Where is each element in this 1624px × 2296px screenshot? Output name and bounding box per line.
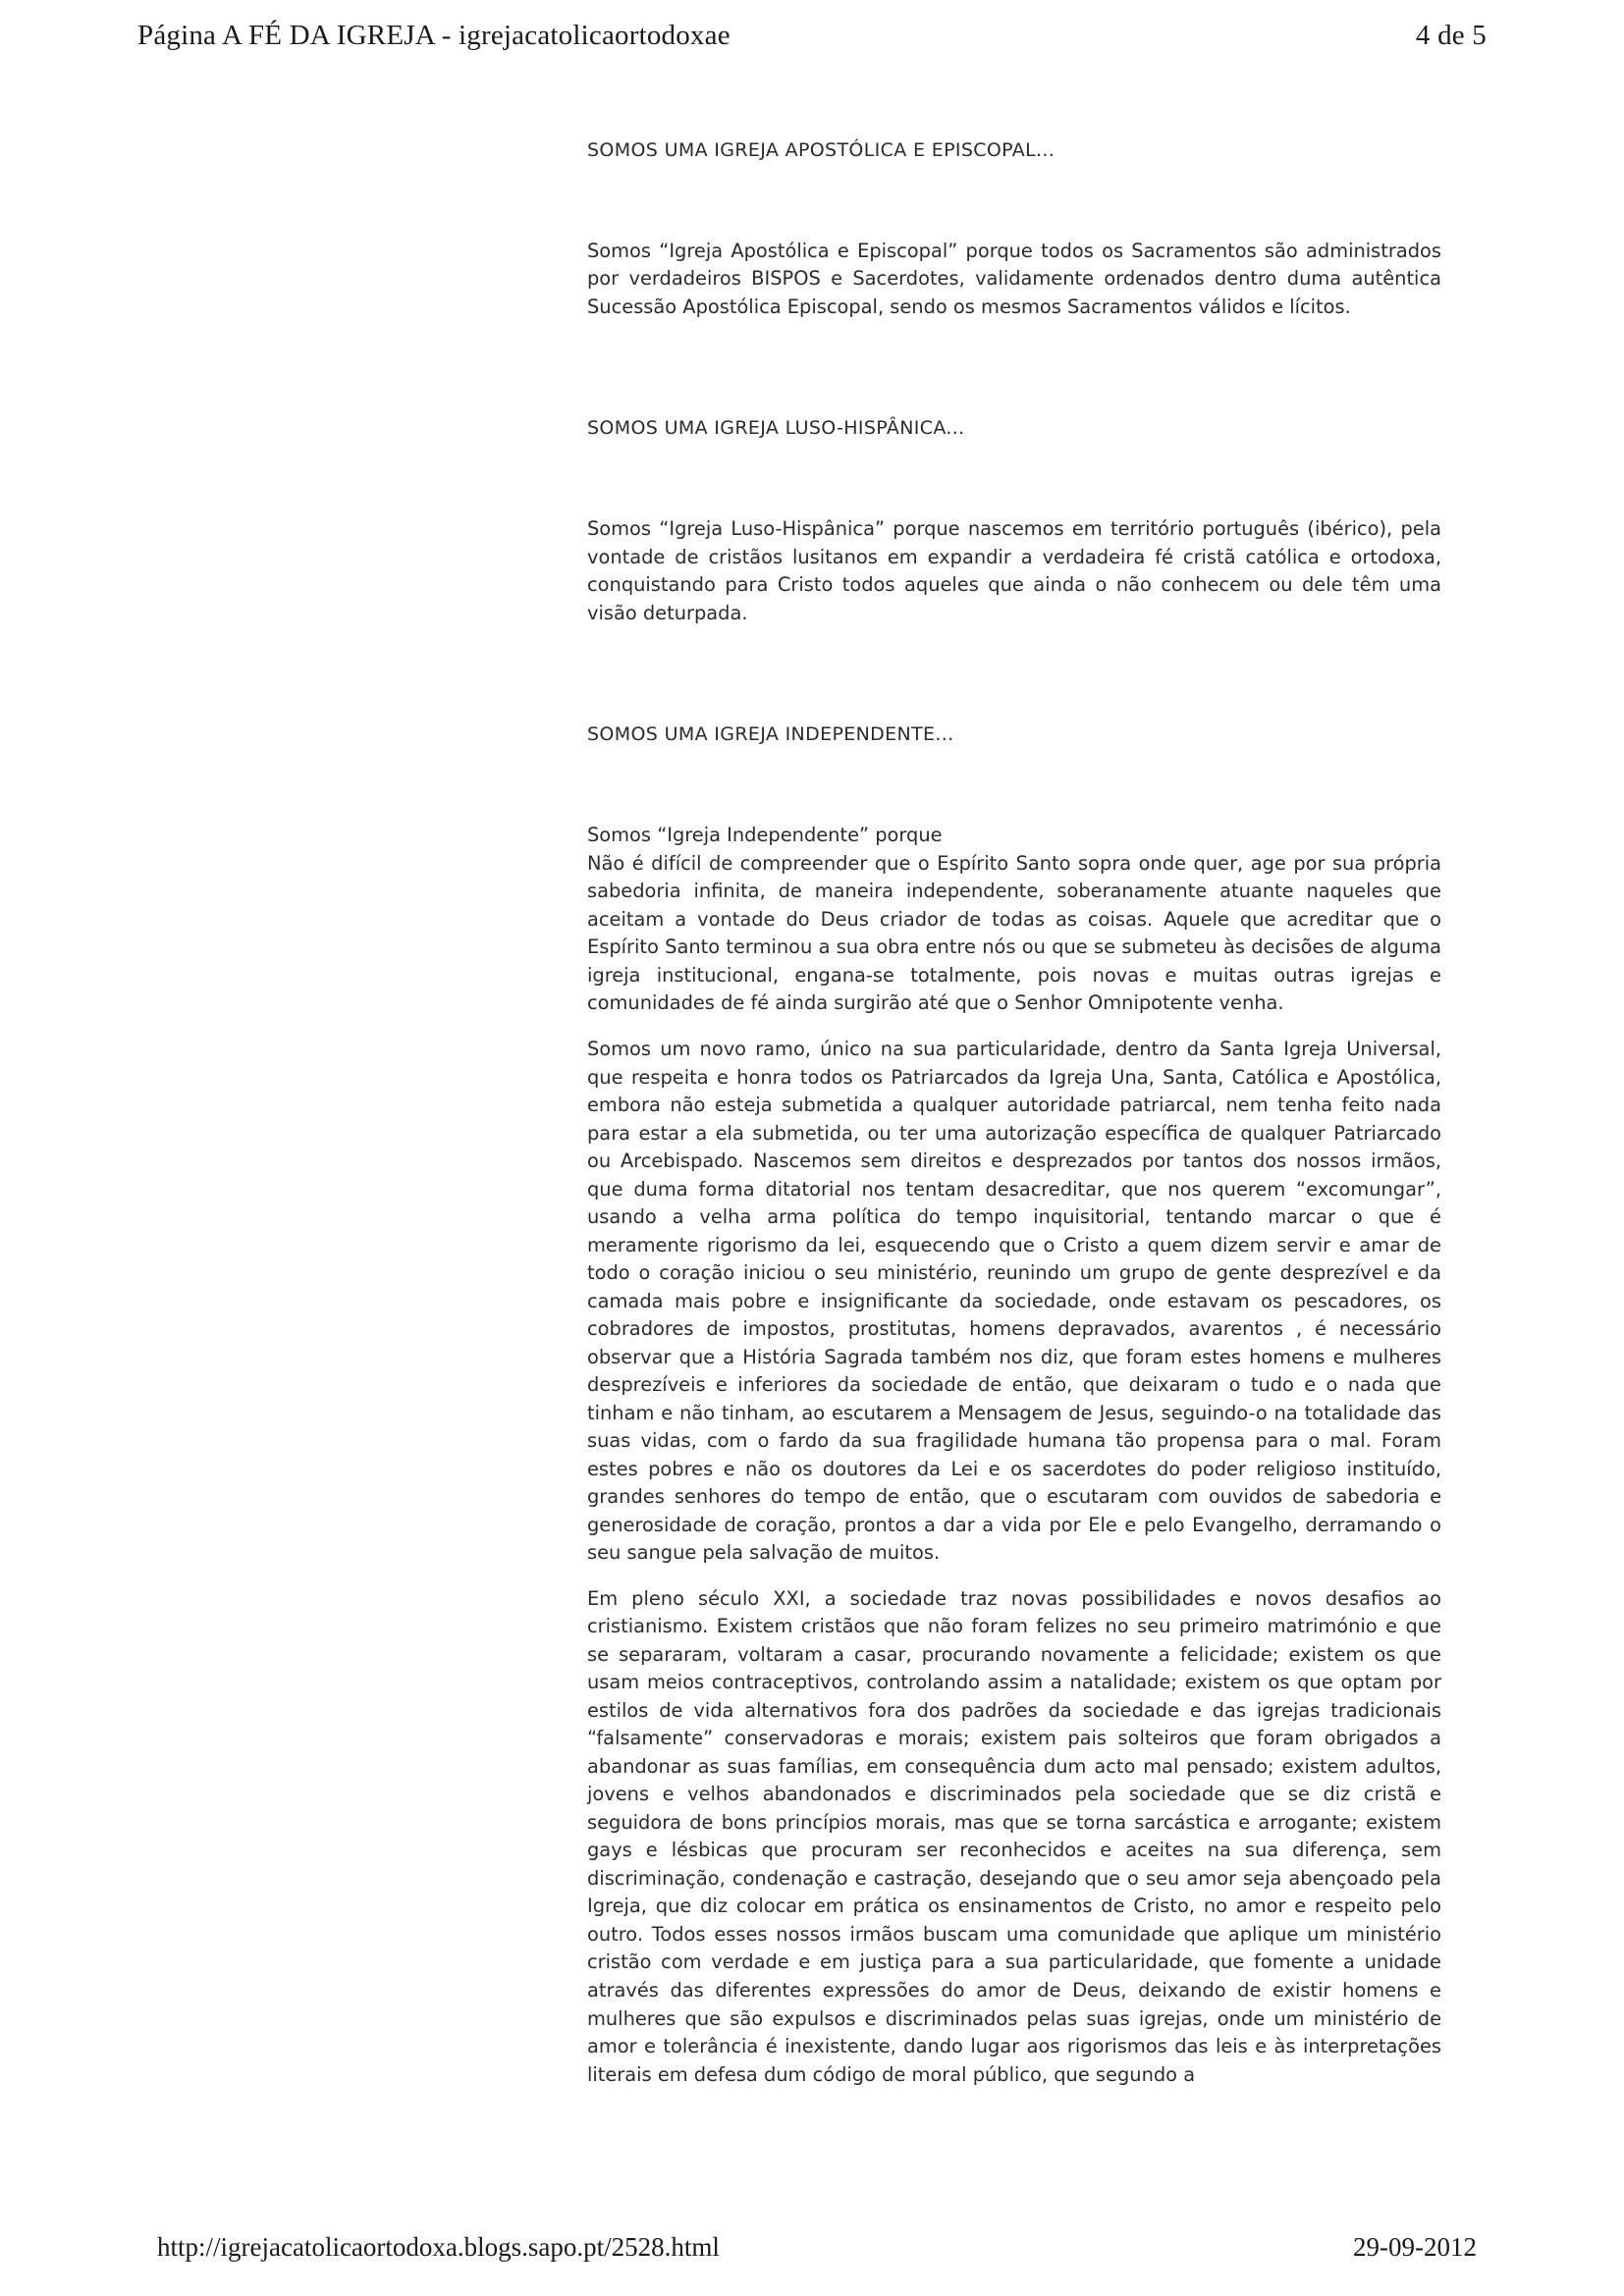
paragraph-independente-1: Não é difícil de compreender que o Espírito Santo sopra onde quer, age por sua própria sabedoria infinita, de maneira independente, soberanamente atuante naqueles que aceitam a vontade do Deus criador de todas as coisas. Aquele que acreditar que o Espírito Santo terminou a sua obra entre nós ou que se submeteu às decisões de alguma igreja institucional, engana-se totalmente, pois novas e muitas outras igrejas e comunidades de fé ainda surgirão até que o Senhor Omnipotente venha.	[587, 851, 1441, 1015]
document-body	[587, 137, 1441, 2089]
paragraph-independente-3: Em pleno século XXI, a sociedade traz novas possibilidades e novos desafios ao cristianismo. Existem cristãos que não foram felizes no seu primeiro matrimónio e que se separaram, voltaram a casar, procurando novamente a felicidade; existem os que usam meios contraceptivos, controlando assim a natalidade; existem os que optam por estilos de vida alternativos fora dos padrões da sociedade e das igrejas tradicionais “falsamente” conservadoras e morais; existem pais solteiros que foram obrigados a abandonar as suas famílias, em consequência dum acto mal pensado; existem adultos, jovens e velhos abandonados e discriminados pela sociedade que se diz cristã e seguidora de bons princípios morais, mas que se torna sarcástica e arrogante; existem gays e lésbicas que procuram ser reconhecidos e aceites na sua diferença, sem discriminação, condenação e castração, desejando que o seu amor seja abençoado pela Igreja, que diz colocar em prática os ensinamentos de Cristo, no amor e respeito pelo outro. Todos esses nossos irmãos buscam uma comunidade que aplique um ministério cristão com verdade e em justiça para a sua particularidade, que fomente a unidade através das diferentes expressões do amor de Deus, deixando de existir homens e mulheres que são expulsos e discriminados pelas suas igrejas, onde um ministério de amor e tolerância é inexistente, dando lugar aos rigorismos das leis e às interpretações literais em defesa dum código de moral público, que segundo a	[587, 1586, 1441, 2086]
document-title-header: Página A FÉ DA IGREJA - igrejacatolicaortodoxae	[137, 19, 731, 51]
page-footer	[0, 2232, 1624, 2263]
paragraph-independente-intro: Somos “Igreja Independente” porque	[587, 824, 943, 847]
section-heading-independente: SOMOS UMA IGREJA INDEPENDENTE...	[587, 723, 954, 746]
source-url[interactable]: http://igrejacatolicaortodoxa.blogs.sapo.pt/2528.html	[157, 2232, 720, 2262]
section-heading-apostolica-episcopal: SOMOS UMA IGREJA APOSTÓLICA E EPISCOPAL...	[587, 139, 1056, 161]
paragraph-luso-hispanica: Somos “Igreja Luso-Hispânica” porque nascemos em território português (ibérico), pela vontade de cristãos lusitanos em expandir a verdadeira fé cristã católica e ortodoxa, conquistando para Cristo todos aqueles que ainda o não conhecem ou dele têm uma visão deturpada.	[587, 517, 1441, 624]
print-date: 29-09-2012	[1353, 2232, 1477, 2262]
paragraph-apostolica-episcopal: Somos “Igreja Apostólica e Episcopal” porque todos os Sacramentos são administrados por verdadeiros BISPOS e Sacerdotes, validamente ordenados dentro duma autêntica Sucessão Apostólica Episcopal, sendo os mesmos Sacramentos válidos e lícitos.	[587, 239, 1441, 318]
section-heading-luso-hispanica: SOMOS UMA IGREJA LUSO-HISPÂNICA...	[587, 417, 965, 440]
paragraph-independente-2: Somos um novo ramo, único na sua particularidade, dentro da Santa Igreja Universal, que respeita e honra todos os Patriarcados da Igreja Una, Santa, Católica e Apostólica, embora não esteja submetida a qualquer autoridade patriarcal, nem tenha feito nada para estar a ela submetida, ou ter uma autorização específica de qualquer Patriarcado ou Arcebispado. Nascemos sem direitos e desprezados por tantos dos nossos irmãos, que duma forma ditatorial nos tentam desacreditar, que nos querem “excomungar”, usando a velha arma política do tempo inquisitorial, tentando marcar o que é meramente rigorismo da lei, esquecendo que o Cristo a quem dizem servir e amar de todo o coração iniciou o seu ministério, reunindo um grupo de gente desprezível e da camada mais pobre e insignificante da sociedade, onde estavam os pescadores, os cobradores de impostos, prostitutas, homens depravados, avarentos , é necessário observar que a História Sagrada também nos diz, que foram estes homens e mulheres desprezíveis e inferiores da sociedade de então, que deixaram o tudo e o nada que tinham e não tinham, ao escutarem a Mensagem de Jesus, seguindo-o na totalidade das suas vidas, com o fardo da sua fragilidade humana tão propensa para o mal. Foram estes pobres e não os doutores da Lei e os sacerdotes do poder religioso instituído, grandes senhores do tempo de então, que o escutaram com ouvidos de sabedoria e generosidade de coração, prontos a dar a vida por Ele e pelo Evangelho, derramando o seu sangue pela salvação de muitos.	[587, 1037, 1441, 1565]
page-header	[0, 0, 1624, 61]
page-number-header: 4 de 5	[1415, 19, 1487, 51]
